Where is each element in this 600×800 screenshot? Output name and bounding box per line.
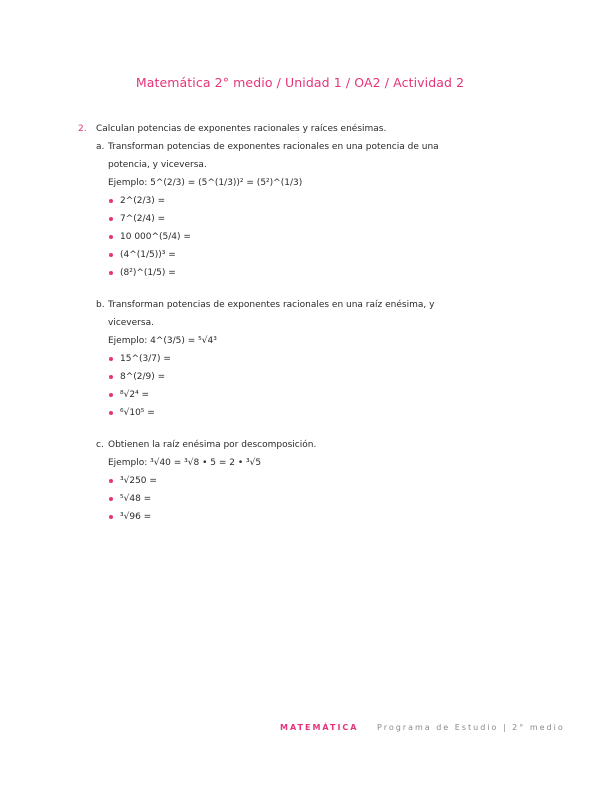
spacer — [78, 282, 458, 296]
exercise-item: (8²)^(1/5) = — [108, 264, 458, 282]
page-title: Matemática 2° medio / Unidad 1 / OA2 / Actividad 2 — [135, 75, 465, 90]
exercise-list — [108, 192, 458, 282]
part-letter: b. — [96, 300, 105, 310]
part-c — [96, 436, 458, 526]
part-example: Ejemplo: ³√40 = ³√8 • 5 = 2 • ³√5 — [108, 458, 262, 468]
footer-program: Programa de Estudio | 2° medio — [377, 723, 565, 732]
part-a — [96, 138, 458, 282]
page-footer — [280, 723, 565, 732]
item-heading — [78, 120, 458, 138]
activity-content — [78, 120, 458, 526]
exercise-item: 10 000^(5/4) = — [108, 228, 458, 246]
exercise-list — [108, 472, 458, 526]
part-text: Transforman potencias de exponentes racionales en una potencia de una potencia, y viceversa. — [108, 142, 439, 170]
item-number: 2. — [78, 124, 87, 134]
exercise-item: ⁶√10⁵ = — [108, 404, 458, 422]
item-text: Calculan potencias de exponentes racionales y raíces enésimas. — [96, 124, 387, 134]
part-letter: a. — [96, 142, 105, 152]
part-b — [96, 296, 458, 422]
exercise-item: ³√96 = — [108, 508, 458, 526]
part-example: Ejemplo: 4^(3/5) = ⁵√4³ — [108, 336, 217, 346]
exercise-item: 8^(2/9) = — [108, 368, 458, 386]
exercise-item: (4^(1/5))³ = — [108, 246, 458, 264]
exercise-item: ⁵√48 = — [108, 490, 458, 508]
exercise-item: ⁸√2⁴ = — [108, 386, 458, 404]
part-example: Ejemplo: 5^(2/3) = (5^(1/3))² = (5²)^(1/3) — [108, 178, 303, 188]
part-text: Obtienen la raíz enésima por descomposición. — [108, 440, 317, 450]
exercise-item: 2^(2/3) = — [108, 192, 458, 210]
exercise-list — [108, 350, 458, 422]
part-text: Transforman potencias de exponentes racionales en una raíz enésima, y viceversa. — [108, 300, 435, 328]
exercise-item: ³√250 = — [108, 472, 458, 490]
part-letter: c. — [96, 440, 104, 450]
exercise-item: 15^(3/7) = — [108, 350, 458, 368]
spacer — [78, 422, 458, 436]
footer-subject: MATEMÁTICA — [280, 723, 359, 732]
exercise-item: 7^(2/4) = — [108, 210, 458, 228]
